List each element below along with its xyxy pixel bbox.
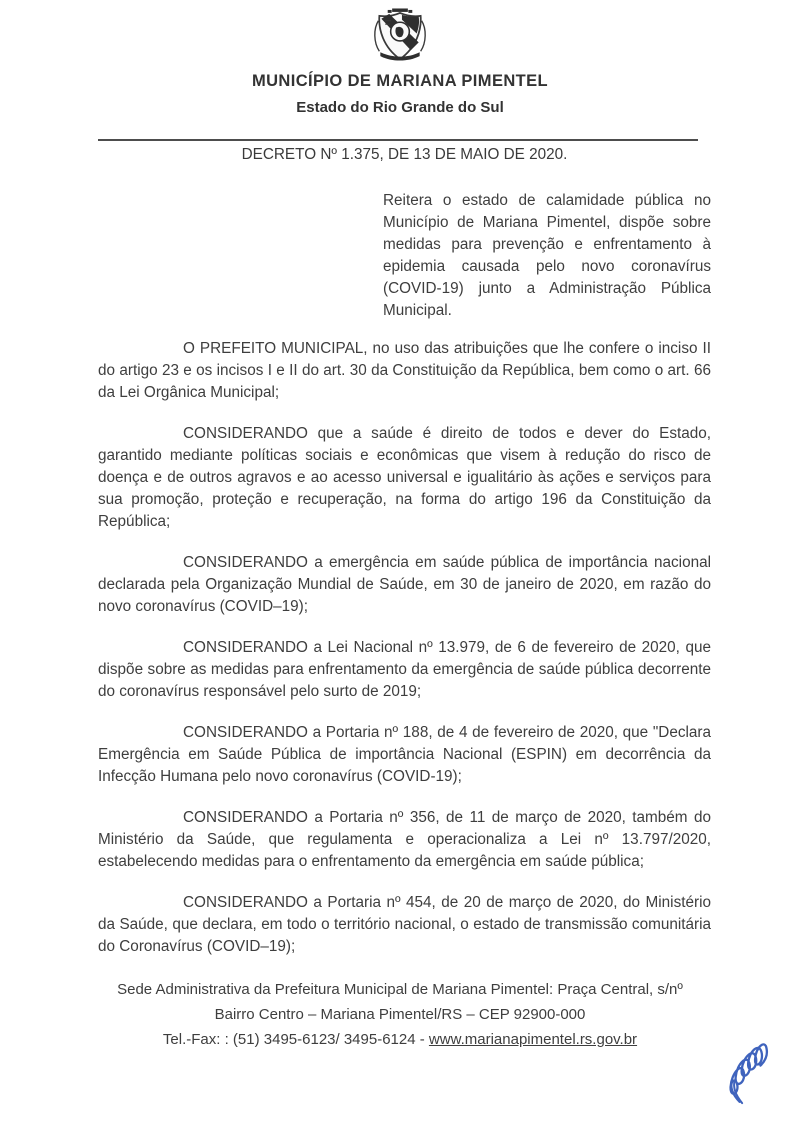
- decree-title: DECRETO Nº 1.375, DE 13 DE MAIO DE 2020.: [241, 146, 568, 163]
- website-link[interactable]: www.marianapimentel.rs.gov.br: [428, 1031, 638, 1048]
- footer-telfax: Tel.-Fax: : (51) 3495-6123/ 3495-6124 -: [162, 1031, 429, 1048]
- decree-paragraph: CONSIDERANDO que a saúde é direito de todos e dever do Estado, garantido mediante políticas sociais e econômicas que visem à redução do risco de doença e de outros agravos e ao acesso universal e igualitário às ações e serviços para sua promoção, proteção e recuperação, na forma do artigo 196 da Constituição da República;: [98, 425, 711, 530]
- decree-paragraph: CONSIDERANDO a Lei Nacional nº 13.979, de 6 de fevereiro de 2020, que dispõe sobre as medidas para enfrentamento da emergência de saúde pública decorrente do coronavírus responsável pelo surto de 2019;: [98, 639, 711, 700]
- page-header: [0, 0, 800, 117]
- municipality-name: MUNICÍPIO DE MARIANA PIMENTEL: [251, 72, 549, 90]
- coat-of-arms-icon: [366, 7, 434, 64]
- state-name: Estado do Rio Grande do Sul: [296, 99, 504, 116]
- decree-paragraph: CONSIDERANDO a Portaria nº 454, de 20 de março de 2020, do Ministério da Saúde, que declara, em todo o território nacional, o estado de transmissão comunitária do Coronavírus (COVID–19);: [98, 894, 711, 955]
- page-footer: [0, 977, 800, 1052]
- header-divider: [98, 139, 698, 141]
- decree-paragraph: CONSIDERANDO a Portaria nº 356, de 11 de março de 2020, também do Ministério da Saúde, que regulamenta e operacionaliza a Lei nº 13.797/2020, estabelecendo medidas para o enfrentamento da emergência em saúde pública;: [98, 809, 711, 870]
- footer-contact-line: [0, 1027, 800, 1052]
- decree-body: [98, 338, 711, 958]
- footer-address-line1: Sede Administrativa da Prefeitura Municipal de Mariana Pimentel: Praça Central, s/nº: [117, 981, 683, 998]
- decree-paragraph: O PREFEITO MUNICIPAL, no uso das atribuições que lhe confere o inciso II do artigo 23 e os incisos I e II do art. 30 da Constituição da República, bem como o art. 66 da Lei Orgânica Municipal;: [98, 340, 711, 401]
- footer-address-line2: Bairro Centro – Mariana Pimentel/RS – CEP 92900-000: [214, 1006, 586, 1023]
- decree-paragraph: CONSIDERANDO a emergência em saúde pública de importância nacional declarada pela Organização Mundial de Saúde, em 30 de janeiro de 2020, em razão do novo coronavírus (COVID–19);: [98, 554, 711, 615]
- signature-icon: [708, 1025, 794, 1113]
- decree-paragraph: CONSIDERANDO a Portaria nº 188, de 4 de fevereiro de 2020, que "Declara Emergência em Saúde Pública de importância Nacional (ESPIN) em decorrência da Infecção Humana pelo novo coronavírus (COVID-19);: [98, 724, 711, 785]
- decree-summary: Reitera o estado de calamidade pública no Município de Mariana Pimentel, dispõe sobre medidas para prevenção e enfrentamento à epidemia causada pelo novo coronavírus (COVID-19) junto a Administração Pública Municipal.: [383, 192, 711, 319]
